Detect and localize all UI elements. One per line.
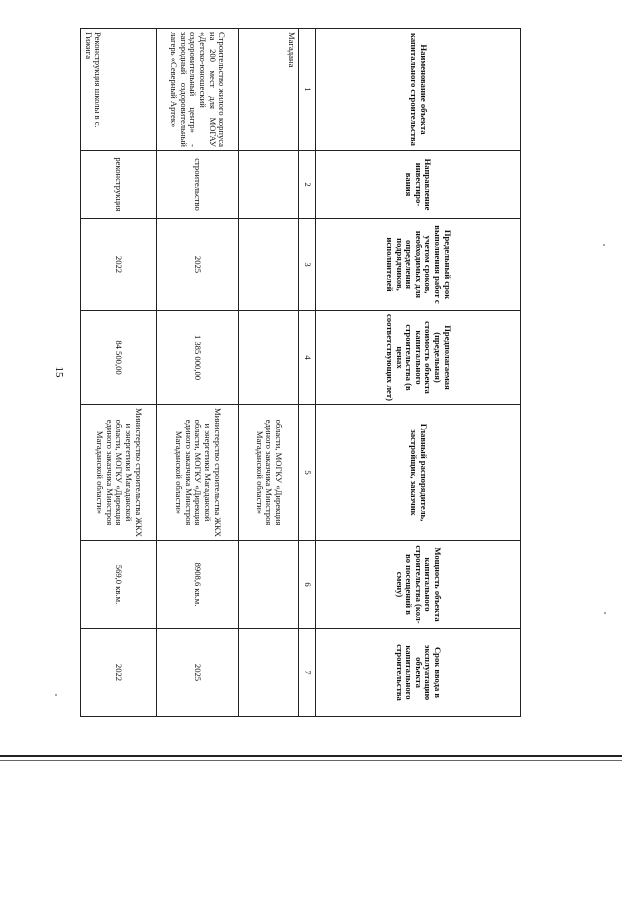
- cell-object-name: Реконструкция школы в с. Гижига: [81, 29, 157, 151]
- table-row: [239, 29, 299, 717]
- header-direction: Направление инвестиро-вания: [316, 151, 521, 219]
- cell-capacity: [239, 541, 299, 629]
- table-row: [81, 29, 157, 717]
- column-number: 7: [299, 629, 316, 717]
- column-number: 5: [299, 405, 316, 541]
- column-number: 4: [299, 311, 316, 405]
- cell-capacity: 8908,6 кв.м.: [157, 541, 239, 629]
- header-cost: Предполагаемая (предельная) стоимость объекта капитального строительства (в ценах соответствующих лет): [316, 311, 521, 405]
- investment-table-wrapper: [81, 28, 521, 716]
- header-object-name: Наименование объекта капитального строительства: [316, 29, 521, 151]
- column-number-row: [299, 29, 316, 717]
- cell-commissioning: 2025: [157, 629, 239, 717]
- header-capacity: Мощность объекта капитального строительства (кол-во посещений в смену): [316, 541, 521, 629]
- header-deadline: Предельный срок выполнения работ с учетом сроков, необходимых для определения подрядчиков, исполнителей: [316, 219, 521, 311]
- scan-speck: [55, 694, 57, 696]
- investment-table: [80, 28, 521, 717]
- scan-speck: [603, 244, 605, 246]
- column-number: 1: [299, 29, 316, 151]
- page-divider-thin: [0, 760, 622, 761]
- table-row: [157, 29, 239, 717]
- scan-speck: [604, 612, 606, 614]
- column-number: 6: [299, 541, 316, 629]
- cell-commissioning: 2022: [81, 629, 157, 717]
- cell-commissioning: [239, 629, 299, 717]
- cell-direction: [239, 151, 299, 219]
- header-customer: Главный распорядитель, застройщик, заказчик: [316, 405, 521, 541]
- cell-deadline: [239, 219, 299, 311]
- column-number: 2: [299, 151, 316, 219]
- cell-cost: 84 500,00: [81, 311, 157, 405]
- page-divider: [0, 755, 622, 757]
- table-header-row: [316, 29, 521, 717]
- cell-customer: области, МОГКУ «Дирекция единого заказчика Минстроя Магаданской области»: [239, 405, 299, 541]
- page-number: 15: [53, 366, 65, 378]
- cell-capacity: 569,0 кв.м.: [81, 541, 157, 629]
- cell-customer: Министерство строительства ЖКХ и энергетики Магаданской области, МОГКУ «Дирекция единого заказчика Минстроя Магаданской области»: [81, 405, 157, 541]
- cell-deadline: 2025: [157, 219, 239, 311]
- cell-customer: Министерство строительства ЖКХ и энергетики Магаданской области, МОГКУ «Дирекция единого заказчика Минстроя Магаданской области»: [157, 405, 239, 541]
- cell-deadline: 2022: [81, 219, 157, 311]
- cell-object-name: Магадана: [239, 29, 299, 151]
- cell-cost: [239, 311, 299, 405]
- cell-object-name: Строительство жилого корпуса на 200 мест для МОГАУ «Детско-юношеский оздоровительный центр» - загородный оздоровительный лагерь «Северный Артек»: [157, 29, 239, 151]
- column-number: 3: [299, 219, 316, 311]
- cell-direction: строительство: [157, 151, 239, 219]
- cell-direction: реконструкция: [81, 151, 157, 219]
- header-commissioning: Срок ввода в эксплуатацию объекта капитального строительства: [316, 629, 521, 717]
- cell-cost: 1 385 000,00: [157, 311, 239, 405]
